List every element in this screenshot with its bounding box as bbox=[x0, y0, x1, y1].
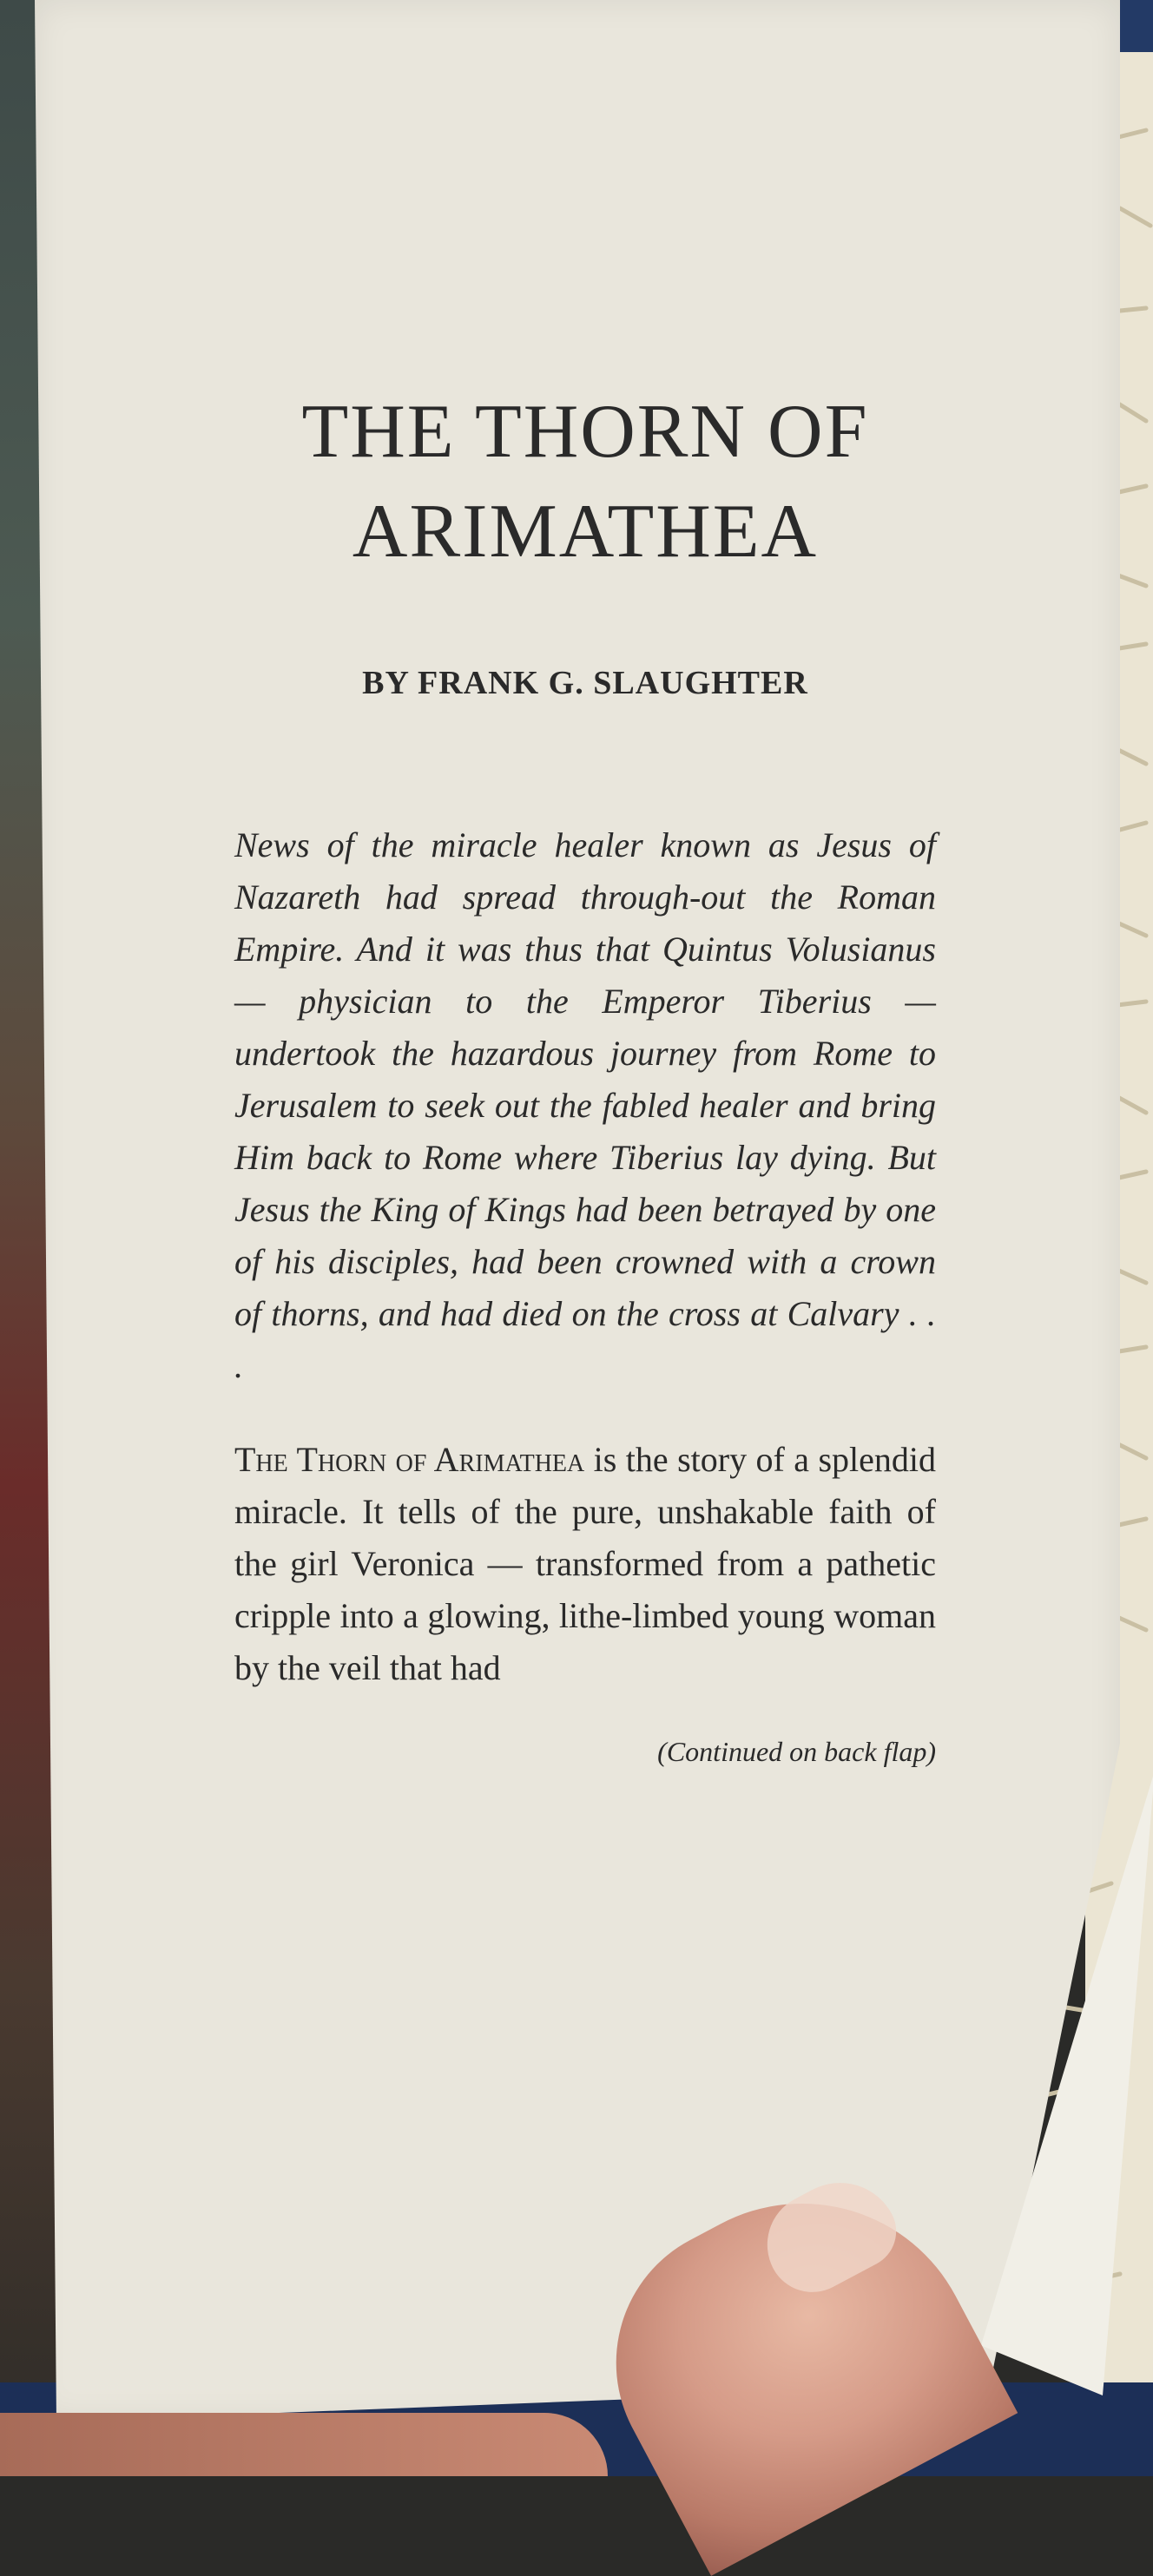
blurb-body: is the story of a splendid miracle. It tells of the pure, unshakable faith of the girl Veronica — transformed from a pathetic cripple into a glowing, lithe-limbed young woman by the veil that had bbox=[234, 1440, 936, 1687]
blurb-book-title: The Thorn of Arimathea bbox=[234, 1440, 585, 1479]
title-line-2: ARIMATHEA bbox=[352, 490, 819, 574]
blurb-italic: News of the miracle healer known as Jesus of Nazareth had spread through-out the Roman Empire. And it was thus that Quintus Volusianus — physician to the Emperor Tiberius — undertook the hazardous journey from Rome to Jerusalem to seek out the fabled healer and bring Him back to Rome where Tiberius lay dying. But Jesus the King of Kings had been betrayed by one of his disciples, had been crowned with a crown of thorns, and had died on the cross at Calvary . . . bbox=[234, 825, 936, 1385]
author-byline: BY FRANK G. SLAUGHTER bbox=[362, 665, 808, 701]
book-title bbox=[234, 382, 936, 582]
flap-text bbox=[234, 382, 936, 1768]
hand bbox=[0, 2413, 608, 2476]
blurb-paragraph bbox=[234, 1434, 936, 1694]
title-line-1: THE THORN OF bbox=[301, 390, 869, 474]
continued-note: (Continued on back flap) bbox=[657, 1736, 936, 1767]
